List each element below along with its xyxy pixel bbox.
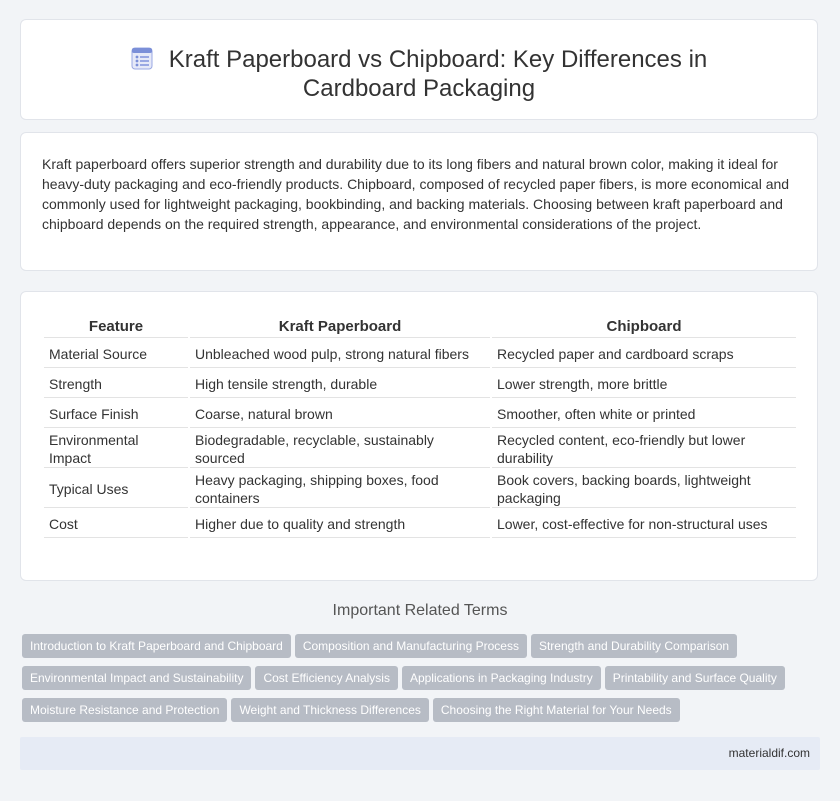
table-cell-feature: Strength [44, 370, 188, 398]
table-cell-kraft: Unbleached wood pulp, strong natural fibers [190, 340, 490, 368]
header-card [20, 19, 818, 120]
related-term-tag[interactable]: Weight and Thickness Differences [231, 698, 428, 722]
table-cell-kraft: Heavy packaging, shipping boxes, food containers [190, 470, 490, 508]
header-feature: Feature [44, 317, 188, 338]
related-term-tag[interactable]: Moisture Resistance and Protection [22, 698, 227, 722]
related-term-tag[interactable]: Cost Efficiency Analysis [255, 666, 398, 690]
footer-bar [20, 737, 820, 770]
related-term-tag[interactable]: Choosing the Right Material for Your Needs [433, 698, 680, 722]
page-title-wrap [21, 45, 817, 103]
comparison-table-card [20, 291, 818, 581]
related-term-tag[interactable]: Composition and Manufacturing Process [295, 634, 527, 658]
table-cell-chipboard: Lower strength, more brittle [492, 370, 796, 398]
related-term-tag[interactable]: Printability and Surface Quality [605, 666, 785, 690]
table-cell-feature: Cost [44, 510, 188, 538]
table-row [44, 510, 796, 538]
table-row [44, 430, 796, 468]
footer-site-link[interactable]: materialdif.com [728, 746, 810, 760]
related-terms-tags [22, 634, 822, 730]
table-cell-feature: Typical Uses [44, 470, 188, 508]
table-row [44, 400, 796, 428]
table-cell-chipboard: Book covers, backing boards, lightweight packaging [492, 470, 796, 508]
table-cell-chipboard: Smoother, often white or printed [492, 400, 796, 428]
page-title: Kraft Paperboard vs Chipboard: Key Differences in Cardboard Packaging [168, 46, 708, 102]
table-cell-feature: Surface Finish [44, 400, 188, 428]
document-list-icon [131, 46, 153, 70]
table-cell-chipboard: Lower, cost-effective for non-structural uses [492, 510, 796, 538]
table-row [44, 340, 796, 368]
summary-card [20, 132, 818, 271]
header-kraft: Kraft Paperboard [190, 317, 490, 338]
related-term-tag[interactable]: Applications in Packaging Industry [402, 666, 601, 690]
table-cell-feature: Environmental Impact [44, 430, 188, 468]
related-term-tag[interactable]: Introduction to Kraft Paperboard and Chipboard [22, 634, 291, 658]
related-term-tag[interactable]: Strength and Durability Comparison [531, 634, 737, 658]
table-header-row [44, 317, 796, 338]
related-term-tag[interactable]: Environmental Impact and Sustainability [22, 666, 251, 690]
table-cell-kraft: High tensile strength, durable [190, 370, 490, 398]
comparison-table [42, 315, 798, 540]
table-cell-kraft: Coarse, natural brown [190, 400, 490, 428]
summary-text: Kraft paperboard offers superior strength and durability due to its long fibers and natural brown color, making it ideal for heavy-duty packaging and eco-friendly products. Chipboard, composed of recycled paper fibers, is more economical and commonly used for lightweight packaging, bookbinding, and backing materials. Choosing between kraft paperboard and chipboard depends on the required strength, appearance, and environmental considerations of the project. [42, 156, 790, 232]
table-row [44, 370, 796, 398]
related-terms-title: Important Related Terms [332, 602, 508, 619]
header-chipboard: Chipboard [492, 317, 796, 338]
table-cell-chipboard: Recycled paper and cardboard scraps [492, 340, 796, 368]
table-cell-kraft: Biodegradable, recyclable, sustainably sourced [190, 430, 490, 468]
table-cell-chipboard: Recycled content, eco-friendly but lower durability [492, 430, 796, 468]
table-cell-feature: Material Source [44, 340, 188, 368]
table-row [44, 470, 796, 508]
table-cell-kraft: Higher due to quality and strength [190, 510, 490, 538]
